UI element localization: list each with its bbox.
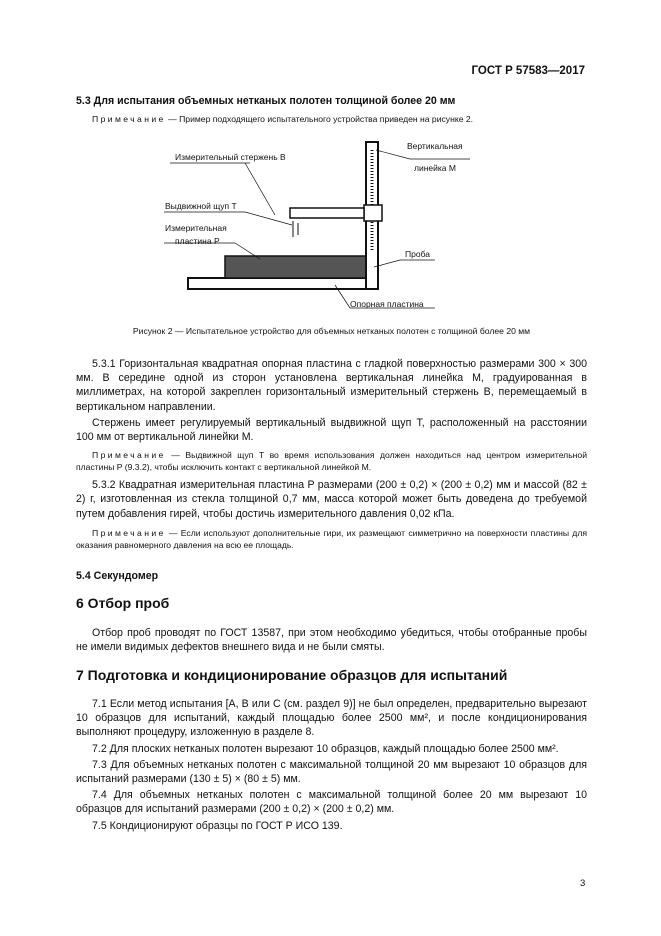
paragraph: 7.1 Если метод испытания [A, B или C (см. раздел 9)] не был определен, предварительно вырезают 10 образцов для испытаний, каждый площадью более 2500 мм², и после кондиционирования выполняют процедуру, изложенную в разделе 8. bbox=[76, 698, 587, 739]
section-5-3-1 bbox=[76, 357, 587, 551]
figure-2-diagram bbox=[150, 135, 500, 315]
label-plate-2: пластина P bbox=[175, 236, 220, 246]
section-5-4-heading: 5.4 Секундомер bbox=[76, 570, 159, 582]
section-6-body bbox=[76, 626, 587, 654]
label-plate-1: Измерительная bbox=[165, 223, 227, 233]
paragraph: 5.3.2 Квадратная измерительная пластина P размерами (200 ± 0,2) × (200 ± 0,2) мм и массой (82 ± 2) г, изготовленная из стекла толщиной 0,7 мм, масса которой может быть доведена до требуемой путем добавления гирей, чтобы достичь измерительного давления 0,02 кПа. bbox=[76, 479, 587, 520]
measuring-rod bbox=[290, 208, 364, 218]
paragraph: 7.2 Для плоских нетканых полотен вырезают 10 образцов, каждый площадью более 2500 мм². bbox=[92, 742, 559, 755]
paragraph: 7.4 Для объемных нетканых полотен с максимальной толщиной более 20 мм вырезают 10 образцов для испытаний размерами (200 ± 0,2) × (200 ± 0,2) мм. bbox=[76, 789, 587, 816]
note-5-3 bbox=[76, 113, 587, 125]
paragraph: 7.3 Для объемных нетканых полотен с максимальной толщиной 20 мм вырезают 10 образцов для испытаний размерами (130 ± 5) × (80 ± 5) мм. bbox=[76, 758, 587, 786]
note-text: — Пример подходящего испытательного устройства приведен на рисунке 2. bbox=[165, 114, 474, 124]
standard-number: ГОСТ Р 57583—2017 bbox=[471, 65, 585, 77]
label-ruler-2: линейка M bbox=[414, 163, 456, 173]
sample-plate bbox=[225, 256, 370, 278]
section-6-heading: 6 Отбор проб bbox=[76, 595, 170, 611]
label-rod: Измерительный стержень B bbox=[175, 152, 286, 162]
paragraph: 7.5 Кондиционируют образцы по ГОСТ Р ИСО 139. bbox=[92, 819, 343, 832]
section-7-body bbox=[76, 697, 587, 833]
note-5-3-2 bbox=[76, 527, 587, 551]
page-number: 3 bbox=[580, 878, 586, 889]
note-5-3-1 bbox=[76, 449, 587, 473]
note-label: Примечание bbox=[92, 450, 166, 461]
label-ruler-1: Вертикальная bbox=[407, 141, 463, 151]
label-sample: Проба bbox=[405, 249, 430, 259]
section-7-heading: 7 Подготовка и кондиционирование образцов для испытаний bbox=[76, 667, 508, 683]
note-label: Примечание bbox=[92, 527, 166, 538]
note-label: Примечание bbox=[92, 114, 166, 124]
paragraph: Стержень имеет регулируемый вертикальный выдвижной щуп T, расположенный на расстоянии 100 мм от вертикальной линейки M. bbox=[76, 416, 587, 444]
note-text: — Если используют дополнительные гири, их размещают симметрично на поверхности пластины для оказания равномерного давления на всю ее площадь. bbox=[76, 527, 587, 550]
paragraph: Отбор проб проводят по ГОСТ 13587, при этом необходимо убедиться, чтобы отобранные пробы не имели видимых дефектов внешнего вида и не были смяты. bbox=[76, 627, 587, 654]
label-probe: Выдвижной щуп T bbox=[165, 201, 237, 211]
paragraph: 5.3.1 Горизонтальная квадратная опорная пластина с гладкой поверхностью размерами 300 × 300 мм. В середине одной из сторон установлена вертикальная линейка M, градуированная в миллиметрах, на которой закреплен горизонтальный измерительный стержень B, перемещаемый в вертикальном направлении. bbox=[76, 358, 587, 413]
note-text: — Выдвижной щуп T во время использования должен находиться над центром измерительной пластины P (9.3.2), чтобы исключить контакт с вертикальной линейкой M. bbox=[76, 450, 587, 473]
figure-caption: Рисунок 2 — Испытательное устройство для объемных нетканых полотен с толщиной более 20 мм bbox=[132, 326, 531, 336]
base-plate bbox=[188, 278, 378, 289]
label-base: Опорная пластина bbox=[350, 299, 424, 309]
section-5-3-heading: 5.3 Для испытания объемных нетканых полотен толщиной более 20 мм bbox=[76, 95, 456, 107]
